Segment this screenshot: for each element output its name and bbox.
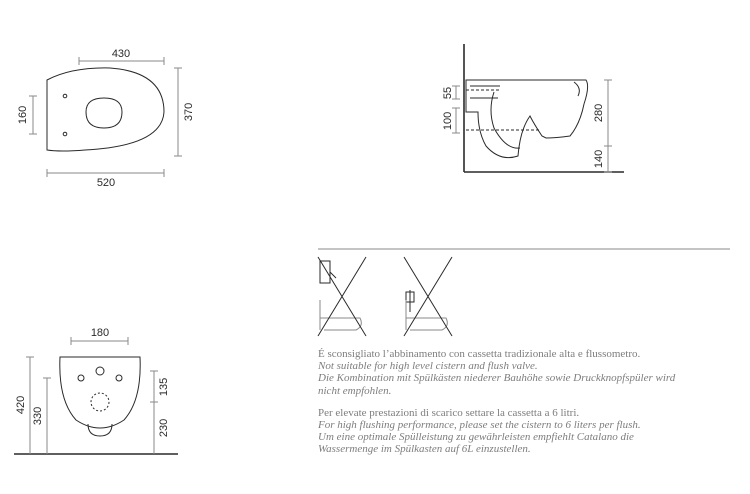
- fixing-hole-right: [116, 375, 122, 381]
- fixing-hole-lower: [63, 132, 67, 136]
- icon-flush-valve: [404, 257, 452, 336]
- dim-side-lower: 100: [442, 111, 454, 131]
- dim-side-upper: 55: [442, 86, 454, 100]
- dim-front-mount: 330: [32, 406, 44, 426]
- dim-front-lower: 230: [158, 418, 170, 438]
- bowl-outline-side: [466, 80, 588, 158]
- bowl-outline-front: [60, 357, 140, 428]
- dim-top-holes: 160: [17, 105, 29, 125]
- dim-side-total: 280: [593, 103, 605, 123]
- dim-front-upper: 135: [158, 377, 170, 397]
- dim-side-floor: 140: [593, 149, 605, 169]
- fixing-hole-upper: [63, 94, 67, 98]
- note-italian-1: É sconsigliato l’abbinamento con cassetta tradizionale alta e flussometro.: [318, 348, 641, 360]
- outlet-front: [88, 424, 112, 436]
- dim-top-depth: 370: [183, 102, 195, 122]
- top-view: [29, 57, 182, 177]
- fixing-hole-left: [78, 375, 84, 381]
- front-view: [14, 337, 178, 454]
- icon-high-cistern: [318, 257, 366, 336]
- installation-notes: [318, 348, 738, 456]
- note-english-1: Not suitable for high level cistern and flush valve.: [318, 360, 538, 373]
- note-german-1a: Die Kombination mit Spülkästen niederer Bauhöhe sowie Druckknopfspüler wird: [318, 372, 676, 385]
- note-italian-2: Per elevate prestazioni di scarico settare la cassetta a 6 litri.: [318, 406, 580, 419]
- seat-opening-top: [86, 98, 122, 128]
- inlet-hole: [96, 367, 104, 375]
- trap-channel: [491, 92, 520, 148]
- note-english-2: For high flushing performance, please set the cistern to 6 liters per flush.: [318, 419, 641, 432]
- dim-front-total: 420: [15, 395, 27, 415]
- rim-detail: [574, 82, 579, 96]
- note-german-2b: Wassermenge im Spülkasten auf 6L einzustellen.: [318, 443, 531, 456]
- note-german-1b: nicht empfohlen.: [318, 384, 392, 397]
- dim-front-width: 180: [90, 327, 110, 339]
- drain-hole: [91, 393, 109, 411]
- bowl-outline-top: [47, 68, 164, 151]
- note-german-2a: Um eine optimale Spülleistung zu gewährleisten empfiehlt Catalano die: [318, 431, 634, 444]
- dim-top-length: 520: [96, 177, 116, 189]
- dim-top-width: 430: [111, 48, 131, 60]
